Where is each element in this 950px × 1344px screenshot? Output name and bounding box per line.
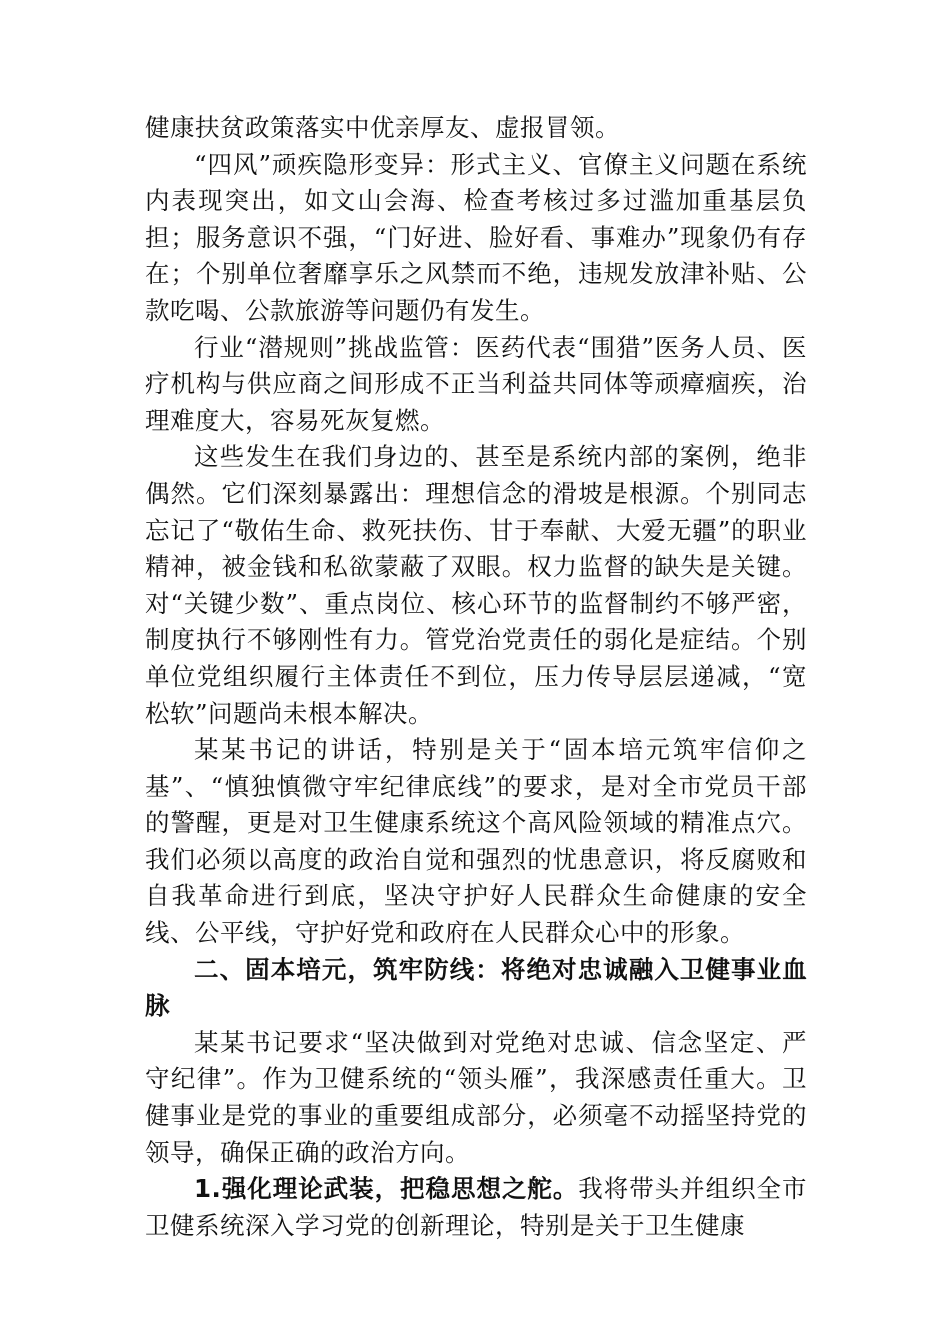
paragraph-secretary-speech: 某某书记的讲话，特别是关于“固本培元筑牢信仰之基”、“慎独慎微守牢纪律底线”的要求，是对全市党员干部的警醒，更是对卫生健康系统这个高风险领域的精准点穴。我们必须以高度的政治自觉和强烈的忧患意识，将反腐败和自我革命进行到底，坚决守护好人民群众生命健康的安全线、公平线，守护好党和政府在人民群众心中的形象。 <box>145 735 807 948</box>
paragraph-hidden-rules: 行业“潜规则”挑战监管：医药代表“围猎”医务人员、医疗机构与供应商之间形成不正当利益共同体等顽瘴痼疾，治理难度大，容易死灰复燃。 <box>145 332 807 435</box>
item-1-lead: 1.强化理论武装，把稳思想之舵。 <box>194 1174 579 1204</box>
paragraph-loyalty: 某某书记要求“坚决做到对党绝对忠诚、信念坚定、严守纪律”。作为卫健系统的“领头雁”，我深感责任重大。卫健事业是党的事业的重要组成部分，必须毫不动摇坚持党的领导，确保正确的政治方向。 <box>145 1027 807 1167</box>
item-1-text: 我将带头并组织全市卫健系统深入学习党的创新理论，特别是关于卫生健康 <box>145 1174 807 1240</box>
paragraph-four-winds: “四风”顽疾隐形变异：形式主义、官僚主义问题在系统内表现突出，如文山会海、检查考核过多过滥加重基层负担；服务意识不强，“门好进、脸好看、事难办”现象仍有存在；个别单位奢靡享乐之风禁而不绝，违规发放津补贴、公款吃喝、公款旅游等问题仍有发生。 <box>145 149 807 325</box>
section-heading: 二、固本培元，筑牢防线：将绝对忠诚融入卫健事业血脉 <box>145 954 807 1021</box>
paragraph-continuation: 健康扶贫政策落实中优亲厚友、虚报冒领。 <box>145 113 620 142</box>
document-page <box>145 110 807 1244</box>
paragraph-case-analysis: 这些发生在我们身边的、甚至是系统内部的案例，绝非偶然。它们深刻暴露出：理想信念的滑坡是根源。个别同志忘记了“敬佑生命、救死扶伤、甘于奉献、大爱无疆”的职业精神，被金钱和私欲蒙蔽了双眼。权力监督的缺失是关键。对“关键少数”、重点岗位、核心环节的监督制约不够严密，制度执行不够刚性有力。管党治党责任的弱化是症结。个别单位党组织履行主体责任不到位，压力传导层层递减，“宽松软”问题尚未根本解决。 <box>145 442 807 728</box>
paragraph-item-1 <box>145 1171 807 1244</box>
